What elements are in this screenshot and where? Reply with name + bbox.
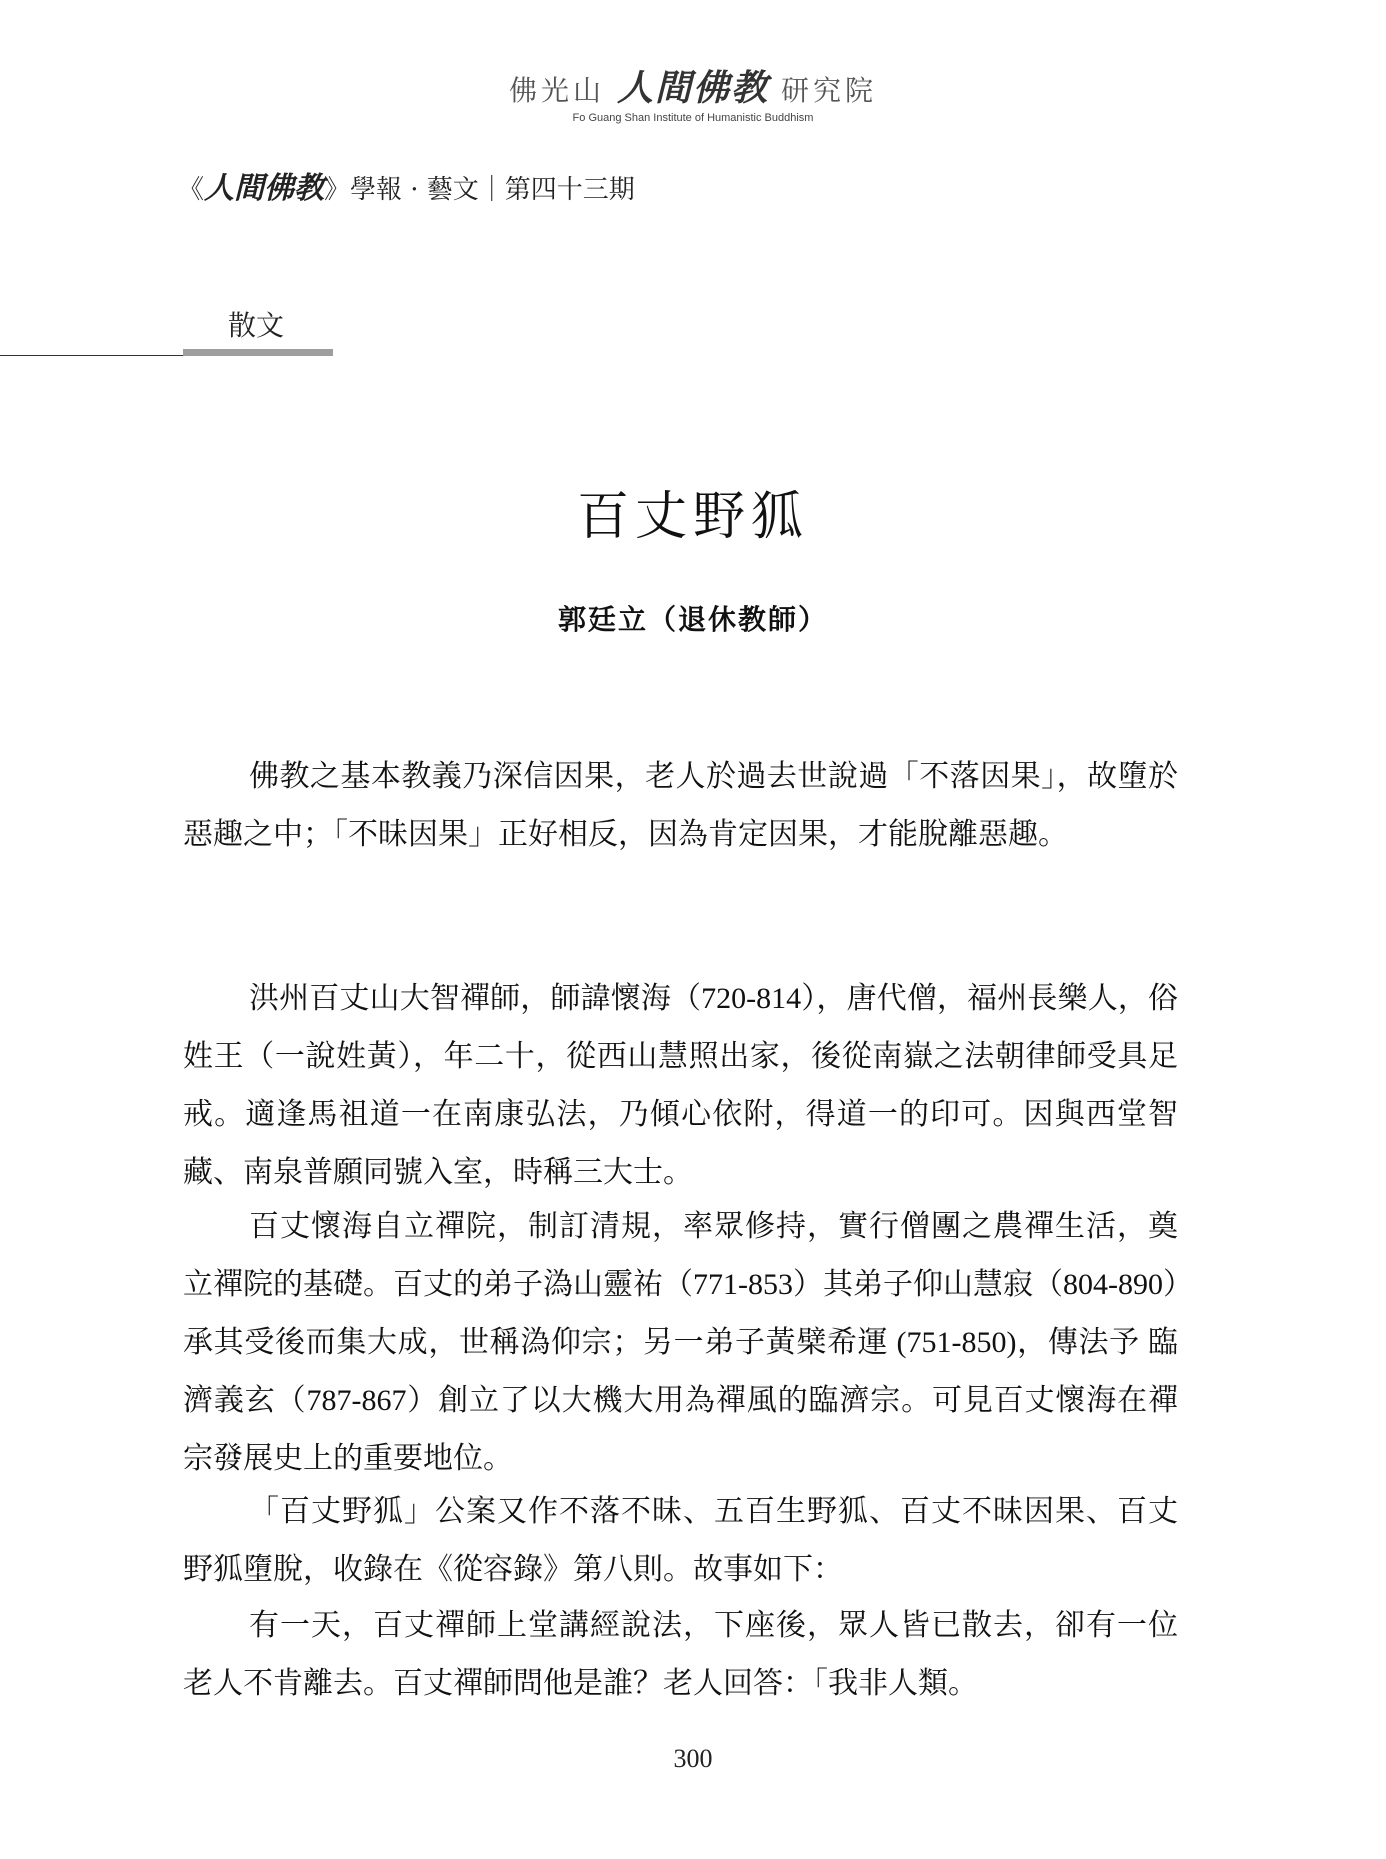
section-label: 散文: [228, 309, 285, 342]
institute-header: [0, 60, 1386, 110]
section-divider-bar: [183, 349, 333, 356]
institute-brand-logo: 人間佛教: [616, 67, 769, 109]
body-paragraph-4: 「百丈野狐」公案又作不落不昧、五百生野狐、百丈不昧因果、百丈野狐墮脫，收錄在《從容錄》第八則。故事如下：: [183, 1495, 1178, 1586]
body-paragraph-5: 有一天，百丈禪師上堂講經說法，下座後，眾人皆已散去，卻有一位老人不肯離去。百丈禪師問他是誰？老人回答：「我非人類。: [183, 1609, 1178, 1700]
journal-issue-info: 》學報 · 藝文｜第四十三期: [324, 175, 635, 205]
page-number: 300: [673, 1744, 713, 1773]
journal-brand-logo: 人間佛教: [204, 171, 325, 206]
article-author: 郭廷立（退休教師）: [557, 603, 828, 636]
body-paragraph-1: 佛教之基本教義乃深信因果，老人於過去世說過「不落因果」，故墮於惡趣之中；「不昧因果」正好相反，因為肯定因果，才能脫離惡趣。: [183, 759, 1178, 852]
institute-suffix: 研究院: [781, 74, 878, 107]
body-paragraph-2: 洪州百丈山大智禪師，師諱懷海（720-814），唐代僧，福州長樂人，俗姓王（一說姓黃），年二十，從西山慧照出家，後從南嶽之法朝律師受具足戒。適逢馬祖道一在南康弘法，乃傾心依附，得道一的印可。因與西堂智藏、南泉普願同號入室，時稱三大士。: [183, 982, 1178, 1189]
article-title: 百丈野狐: [576, 487, 809, 547]
institute-english-name: Fo Guang Shan Institute of Humanistic Buddhism: [572, 112, 814, 124]
journal-header: [178, 163, 635, 207]
body-paragraph-3: 百丈懷海自立禪院，制訂清規，率眾修持，實行僧團之農禪生活，奠立禪院的基礎。百丈的弟子溈山靈祐（771-853）其弟子仰山慧寂（804-890）承其受後而集大成，世稱溈仰宗；另一弟子黃檗希運 (751-850)，傳法予 臨濟義玄（787-867）創立了以大機大用為禪風的臨濟宗。可見百丈懷海在禪宗發展史上的重要地位。: [183, 1210, 1178, 1475]
institute-prefix: 佛光山: [508, 74, 605, 107]
journal-open-bracket: 《: [178, 175, 205, 205]
